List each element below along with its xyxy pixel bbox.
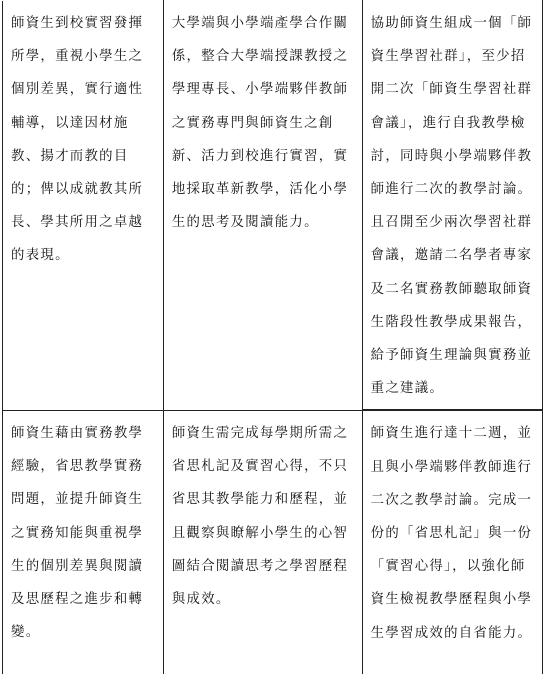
table-cell bbox=[163, 410, 362, 675]
cell-text: 大學端與小學端產學合作關係，整合大學端授課教授之學理專長、小學端夥伴教師之實務專門與師資生之創新、活力到校進行實習，實地採取革新教學，活化小學生的思考及閱讀能力。 bbox=[171, 16, 349, 231]
table-cell bbox=[163, 1, 362, 411]
cell-text: 師資生藉由實務教學經驗，省思教學實務問題，並提升師資生之實務知能與重視學生的個別差異與閱讀及思歷程之進步和轉變。 bbox=[11, 425, 144, 641]
table-cell bbox=[362, 1, 542, 411]
content-table bbox=[2, 0, 543, 675]
cell-text: 師資生到校實習發揮所學，重視小學生之個別差異，實行適性輔導，以達因材施教、揚才而教的目的；俾以成就教其所長、學其所用之卓越的表現。 bbox=[11, 16, 144, 264]
cell-text: 師資生進行達十二週，並且與小學端夥伴教師進行二次之教學討論。完成一份的「省思札記」與一份「實習心得」，以強化師資生檢視教學歷程與小學生學習成效的自省能力。 bbox=[370, 426, 533, 641]
cell-text: 師資生需完成每學期所需之省思札記及實習心得，不只省思其教學能力和歷程，並且觀察與瞭解小學生的心智圖結合閱讀思考之學習歷程與成效。 bbox=[171, 425, 349, 607]
table-cell bbox=[3, 1, 164, 411]
table-cell bbox=[3, 410, 164, 675]
cell-text: 協助師資生組成一個「師資生學習社群」，至少招開二次「師資生學習社群會議」，進行自我教學檢討，同時與小學端夥伴教師進行二次的教學討論。且召開至少兩次學習社群會議，邀請二名學者專家及二名實務教師聽取師資生階段性教學成果報告，給予師資生理論與實務並重之建議。 bbox=[370, 16, 533, 397]
table-row bbox=[3, 410, 543, 675]
table-cell bbox=[362, 410, 542, 675]
table-row bbox=[3, 1, 543, 411]
